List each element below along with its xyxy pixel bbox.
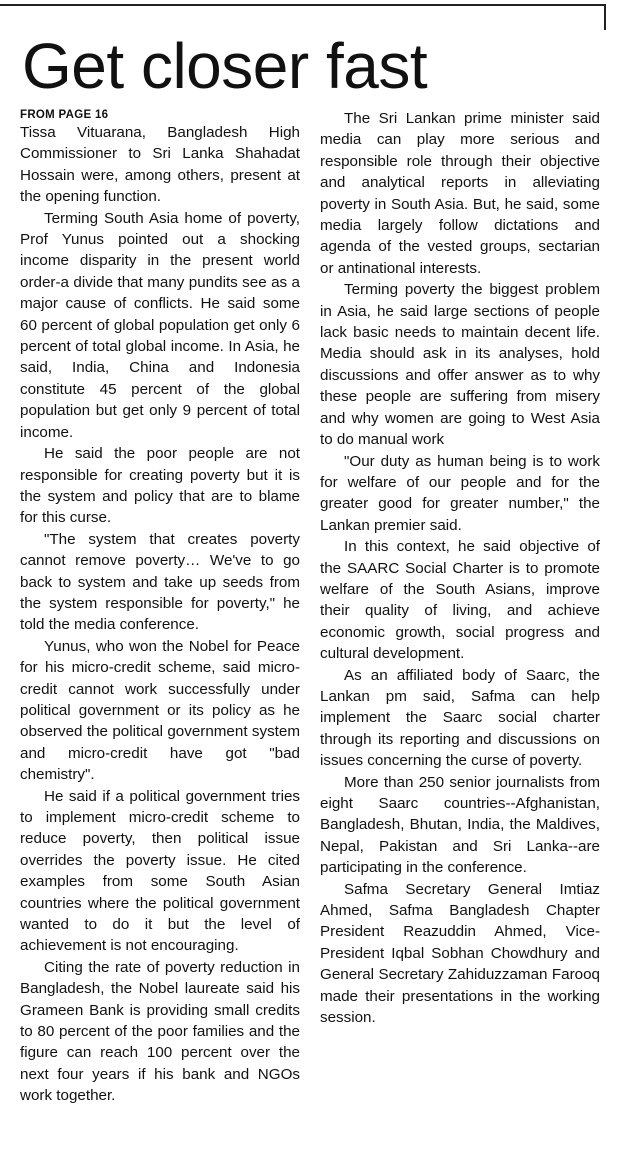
left-column	[20, 108, 300, 1107]
top-rule	[0, 4, 604, 6]
corner-rule	[604, 4, 606, 30]
kicker: FROM PAGE 16	[20, 109, 109, 121]
paragraph: "The system that creates poverty cannot remove poverty… We've to go back to system and take up seeds from the system responsible for poverty," he told the media conference.	[20, 530, 300, 634]
headline: Get closer fast	[22, 30, 428, 102]
paragraph: Terming poverty the biggest problem in Asia, he said large sections of people lack basic needs to maintain decent life. Media should ask in its analyses, hold discussions and offer answer as to why these people are suffering from misery and why women are going to West Asia to do manual work	[320, 281, 600, 449]
paragraph: He said if a political government tries to implement micro-credit scheme to reduce poverty, then political issue overrides the poverty issue. He cited examples from some South Asian countries where the political government wanted to do it but the level of achievement is not encouraging.	[20, 787, 300, 955]
paragraph: He said the poor people are not responsible for creating poverty but it is the system and policy that are to blame for this curse.	[20, 445, 300, 527]
paragraph: As an affiliated body of Saarc, the Lankan pm said, Safma can help implement the Saarc social charter through its reporting and discussions on issues concerning the curse of poverty.	[320, 666, 600, 770]
paragraph: Terming South Asia home of poverty, Prof Yunus pointed out a shocking income disparity in the present world order-a divide that many pundits see as a major cause of conflicts. He said some 60 percent of global population get only 6 percent of total global income. In Asia, he said, India, China and Indonesia constitute 45 percent of the global population but get only 9 percent of total income.	[20, 209, 300, 441]
paragraph: In this context, he said objective of the SAARC Social Charter is to promote welfare of the South Asians, improve their quality of living, and achieve economic growth, social progress and cultural development.	[320, 538, 600, 663]
right-column	[320, 108, 600, 1028]
paragraph: Tissa Vituarana, Bangladesh High Commissioner to Sri Lanka Shahadat Hossain were, among others, present at the opening function.	[20, 124, 300, 206]
paragraph: Safma Secretary General Imtiaz Ahmed, Safma Bangladesh Chapter President Reazuddin Ahmed, Vice-President Iqbal Sobhan Chowdhury and General Secretary Zahiduzzaman Farooq made their presentations in the working session.	[320, 880, 600, 1027]
paragraph: The Sri Lankan prime minister said media can play more serious and responsible role through their objective and analytical reports in alleviating poverty in South Asia. But, he said, some media largely follow dictations and agenda of the vested groups, sectarian or antinational interests.	[320, 110, 600, 277]
paragraph: More than 250 senior journalists from eight Saarc countries--Afghanistan, Bangladesh, Bhutan, India, the Maldives, Nepal, Pakistan and Sri Lanka--are participating in the conference.	[320, 773, 600, 877]
paragraph: "Our duty as human being is to work for welfare of our people and for the greater good for greater number," the Lankan premier said.	[320, 452, 600, 534]
paragraph: Citing the rate of poverty reduction in Bangladesh, the Nobel laureate said his Grameen Bank is providing small credits to 80 percent of the poor families and the figure can reach 100 percent over the next four years if his bank and NGOs work together.	[20, 958, 300, 1105]
paragraph: Yunus, who won the Nobel for Peace for his micro-credit scheme, said micro-credit cannot work successfully under political government or its policy as he observed the political government system and micro-credit have got "bad chemistry".	[20, 637, 300, 784]
